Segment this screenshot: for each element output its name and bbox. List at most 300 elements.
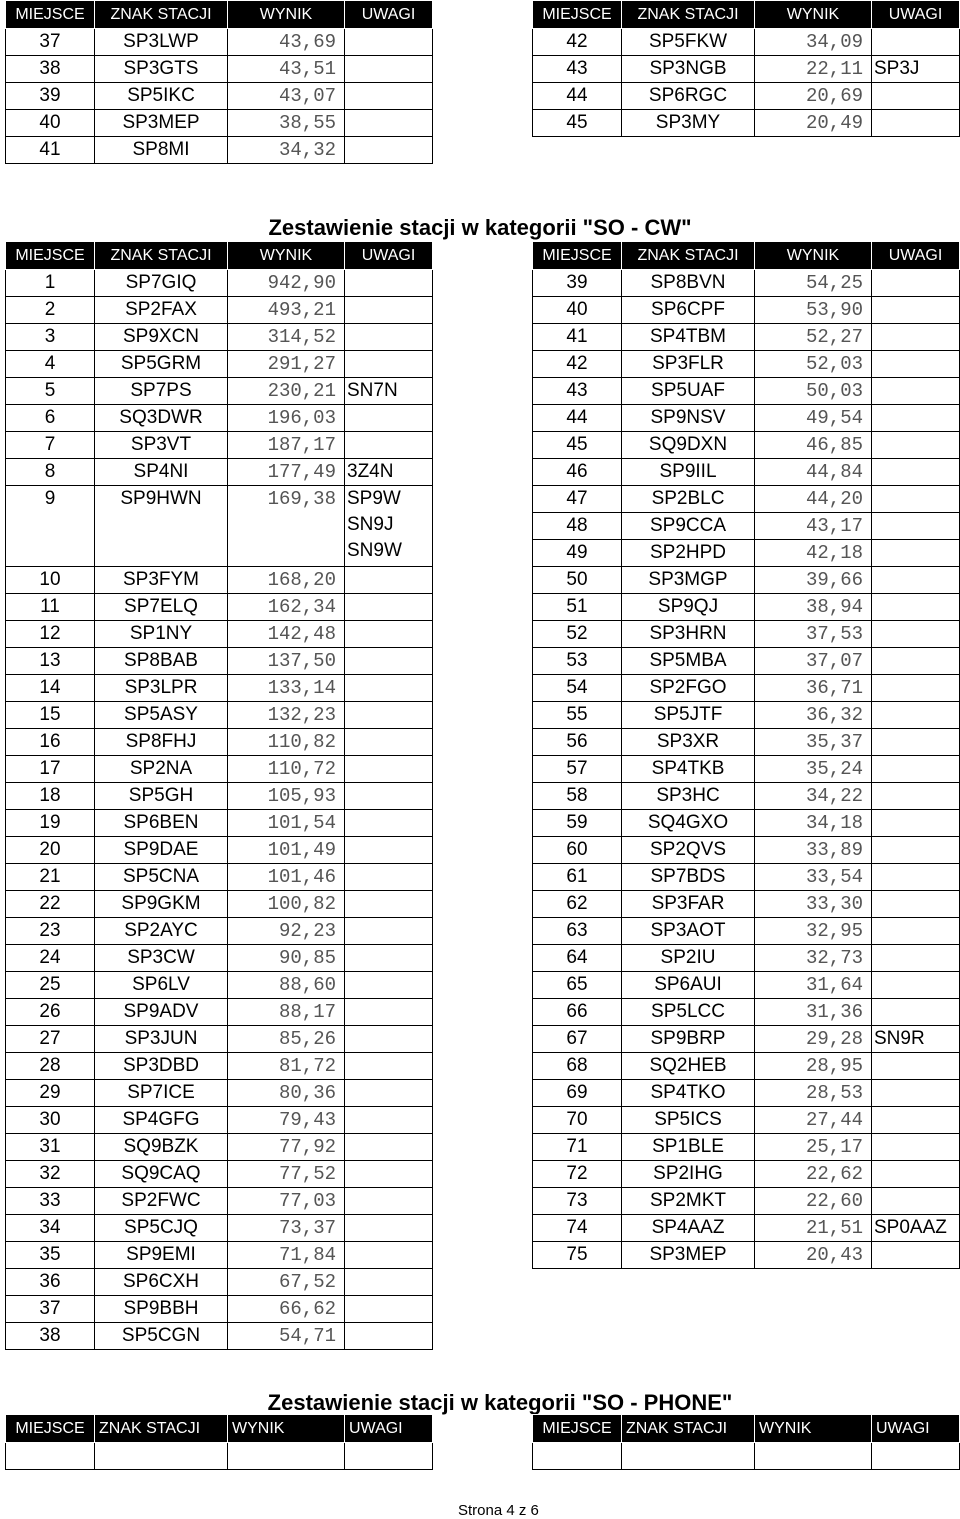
cell-wynik: 169,38 bbox=[228, 486, 345, 567]
table-row-empty bbox=[6, 1443, 433, 1470]
cell-znak-stacji: SP8MI bbox=[95, 137, 228, 164]
cell-miejsce: 63 bbox=[533, 918, 622, 945]
cell-znak-stacji: SQ2HEB bbox=[622, 1053, 755, 1080]
cell-uwagi bbox=[872, 648, 960, 675]
table-header bbox=[533, 1, 960, 29]
cell-znak-stacji: SP4GFG bbox=[95, 1107, 228, 1134]
cell-wynik: 31,64 bbox=[755, 972, 872, 999]
table-row bbox=[6, 378, 433, 405]
header-znak-stacji: ZNAK STACJI bbox=[95, 242, 228, 270]
cell-znak-stacji: SP1BLE bbox=[622, 1134, 755, 1161]
table-row bbox=[6, 1215, 433, 1242]
cell-wynik: 314,52 bbox=[228, 324, 345, 351]
cell-znak-stacji: SP3MEP bbox=[95, 110, 228, 137]
table-row bbox=[6, 324, 433, 351]
cell-znak-stacji: SP2AYC bbox=[95, 918, 228, 945]
cell-znak-stacji: SP9CCA bbox=[622, 513, 755, 540]
cell-wynik: 187,17 bbox=[228, 432, 345, 459]
table-row bbox=[6, 1080, 433, 1107]
cell-miejsce: 75 bbox=[533, 1242, 622, 1269]
table-row bbox=[533, 810, 960, 837]
header-wynik: WYNIK bbox=[228, 1, 345, 29]
cell-miejsce: 35 bbox=[6, 1242, 95, 1269]
cell-miejsce: 21 bbox=[6, 864, 95, 891]
cell-uwagi bbox=[872, 702, 960, 729]
cell-uwagi bbox=[872, 621, 960, 648]
cell-miejsce: 30 bbox=[6, 1107, 95, 1134]
table-row bbox=[533, 324, 960, 351]
cell-miejsce: 23 bbox=[6, 918, 95, 945]
header-wynik: WYNIK bbox=[228, 1415, 345, 1443]
cell-miejsce: 66 bbox=[533, 999, 622, 1026]
cell-wynik: 168,20 bbox=[228, 567, 345, 594]
cell-znak-stacji: SP3FYM bbox=[95, 567, 228, 594]
cell-wynik: 54,25 bbox=[755, 270, 872, 297]
table-row bbox=[533, 405, 960, 432]
cell-uwagi bbox=[345, 1188, 433, 1215]
cell-znak-stacji: SP9GKM bbox=[95, 891, 228, 918]
cell-znak-stacji: SP9ADV bbox=[95, 999, 228, 1026]
table-row bbox=[533, 270, 960, 297]
table-row bbox=[533, 110, 960, 137]
table-row bbox=[533, 1134, 960, 1161]
cell-wynik: 230,21 bbox=[228, 378, 345, 405]
cell-wynik: 20,49 bbox=[755, 110, 872, 137]
cell-wynik: 942,90 bbox=[228, 270, 345, 297]
cell-uwagi bbox=[345, 29, 433, 56]
cell-znak-stacji: SP2MKT bbox=[622, 1188, 755, 1215]
cell-uwagi bbox=[872, 783, 960, 810]
cell-znak-stacji: SP2FWC bbox=[95, 1188, 228, 1215]
cell-wynik: 110,82 bbox=[228, 729, 345, 756]
cell-wynik: 28,95 bbox=[755, 1053, 872, 1080]
cell-miejsce: 47 bbox=[533, 486, 622, 513]
cell-uwagi bbox=[872, 1134, 960, 1161]
cell-wynik: 43,07 bbox=[228, 83, 345, 110]
cell-uwagi bbox=[872, 729, 960, 756]
cell-wynik: 77,52 bbox=[228, 1161, 345, 1188]
cell-miejsce: 71 bbox=[533, 1134, 622, 1161]
table-row bbox=[6, 837, 433, 864]
cell-znak-stacji: SP3NGB bbox=[622, 56, 755, 83]
cell-znak-stacji: SP5CGN bbox=[95, 1323, 228, 1350]
table-row bbox=[533, 1080, 960, 1107]
cell-uwagi bbox=[872, 1053, 960, 1080]
cell-uwagi bbox=[345, 324, 433, 351]
cell-wynik: 34,32 bbox=[228, 137, 345, 164]
cell-znak-stacji: SQ3DWR bbox=[95, 405, 228, 432]
section-title-so-phone: Zestawienie stacji w kategorii "SO - PHONE" bbox=[267, 1390, 733, 1415]
table-row bbox=[533, 1026, 960, 1053]
table-row bbox=[533, 702, 960, 729]
header-znak-stacji: ZNAK STACJI bbox=[622, 1, 755, 29]
cell-uwagi bbox=[345, 756, 433, 783]
table-row bbox=[533, 864, 960, 891]
cell-miejsce: 24 bbox=[6, 945, 95, 972]
cell-miejsce: 14 bbox=[6, 675, 95, 702]
table-row bbox=[6, 29, 433, 56]
cell-uwagi bbox=[872, 432, 960, 459]
table-row bbox=[533, 783, 960, 810]
table-row bbox=[533, 1242, 960, 1269]
table-row bbox=[6, 1053, 433, 1080]
cell-uwagi bbox=[345, 648, 433, 675]
cell-miejsce: 60 bbox=[533, 837, 622, 864]
cell-miejsce: 37 bbox=[6, 29, 95, 56]
cell-znak-stacji: SP2HPD bbox=[622, 540, 755, 567]
cell-uwagi bbox=[872, 972, 960, 999]
cell-miejsce: 50 bbox=[533, 567, 622, 594]
table-row bbox=[6, 972, 433, 999]
cell-uwagi bbox=[872, 1080, 960, 1107]
cell-miejsce: 44 bbox=[533, 405, 622, 432]
cell-wynik: 77,92 bbox=[228, 1134, 345, 1161]
cell-miejsce: 10 bbox=[6, 567, 95, 594]
cell-uwagi: 3Z4N bbox=[345, 459, 433, 486]
cell-znak-stacji: SP2IHG bbox=[622, 1161, 755, 1188]
cell-miejsce: 19 bbox=[6, 810, 95, 837]
table-row bbox=[533, 756, 960, 783]
cell-miejsce: 68 bbox=[533, 1053, 622, 1080]
table-row bbox=[533, 513, 960, 540]
cell-miejsce: 73 bbox=[533, 1188, 622, 1215]
header-znak-stacji: ZNAK STACJI bbox=[622, 242, 755, 270]
cell-uwagi bbox=[872, 999, 960, 1026]
cell-znak-stacji: SP6RGC bbox=[622, 83, 755, 110]
cell-znak-stacji: SQ9CAQ bbox=[95, 1161, 228, 1188]
table-row bbox=[533, 972, 960, 999]
cell-miejsce: 41 bbox=[533, 324, 622, 351]
page-footer: Strona 4 z 6 bbox=[458, 1502, 539, 1519]
table-row bbox=[533, 675, 960, 702]
cell-znak-stacji: SP4TKO bbox=[622, 1080, 755, 1107]
cell-miejsce: 16 bbox=[6, 729, 95, 756]
cell-uwagi: SP3J bbox=[872, 56, 960, 83]
cell-miejsce: 31 bbox=[6, 1134, 95, 1161]
cell-znak-stacji: SP3MGP bbox=[622, 567, 755, 594]
cell-wynik: 44,20 bbox=[755, 486, 872, 513]
cell-uwagi bbox=[345, 918, 433, 945]
cell-wynik: 37,53 bbox=[755, 621, 872, 648]
cell-uwagi bbox=[872, 378, 960, 405]
cell-znak-stacji: SP3LWP bbox=[95, 29, 228, 56]
cell-wynik: 66,62 bbox=[228, 1296, 345, 1323]
cell-znak-stacji: SP7GIQ bbox=[95, 270, 228, 297]
table-row bbox=[6, 702, 433, 729]
cell-wynik: 37,07 bbox=[755, 648, 872, 675]
table-row bbox=[533, 432, 960, 459]
cell-znak-stacji: SP9HWN bbox=[95, 486, 228, 567]
cell-miejsce: 38 bbox=[6, 1323, 95, 1350]
cell-wynik: 43,17 bbox=[755, 513, 872, 540]
cell-znak-stacji: SP7BDS bbox=[622, 864, 755, 891]
cell-wynik: 100,82 bbox=[228, 891, 345, 918]
table-row bbox=[533, 1107, 960, 1134]
table-row-empty bbox=[533, 1443, 960, 1470]
cell-wynik: 43,51 bbox=[228, 56, 345, 83]
cell-miejsce: 46 bbox=[533, 459, 622, 486]
cell-znak-stacji: SP9IIL bbox=[622, 459, 755, 486]
cell-wynik: 28,53 bbox=[755, 1080, 872, 1107]
cell-wynik: 77,03 bbox=[228, 1188, 345, 1215]
cell-miejsce: 38 bbox=[6, 56, 95, 83]
cell-znak-stacji: SP3AOT bbox=[622, 918, 755, 945]
cell-wynik: 196,03 bbox=[228, 405, 345, 432]
cell-uwagi bbox=[345, 675, 433, 702]
cell-znak-stacji: SP7PS bbox=[95, 378, 228, 405]
cell-uwagi bbox=[872, 110, 960, 137]
cell-miejsce: 26 bbox=[6, 999, 95, 1026]
cell-uwagi bbox=[345, 270, 433, 297]
cell-wynik: 36,32 bbox=[755, 702, 872, 729]
cell-wynik: 44,84 bbox=[755, 459, 872, 486]
cell-uwagi bbox=[345, 1242, 433, 1269]
cell-uwagi bbox=[872, 486, 960, 513]
cell-znak-stacji: SP5MBA bbox=[622, 648, 755, 675]
cell-znak-stacji: SP8FHJ bbox=[95, 729, 228, 756]
cell-znak-stacji: SP2BLC bbox=[622, 486, 755, 513]
cell-znak-stacji: SP9DAE bbox=[95, 837, 228, 864]
cell-uwagi bbox=[345, 405, 433, 432]
table-row bbox=[6, 405, 433, 432]
cell-uwagi bbox=[872, 1161, 960, 1188]
table-row bbox=[6, 756, 433, 783]
cell-miejsce: 70 bbox=[533, 1107, 622, 1134]
cell-wynik: 73,37 bbox=[228, 1215, 345, 1242]
cell-miejsce: 6 bbox=[6, 405, 95, 432]
cell-wynik: 35,37 bbox=[755, 729, 872, 756]
section-title-so-cw: Zestawienie stacji w kategorii "SO - CW" bbox=[268, 215, 692, 240]
cell-uwagi bbox=[345, 110, 433, 137]
cell-znak-stacji: SP4TKB bbox=[622, 756, 755, 783]
cell-miejsce: 42 bbox=[533, 29, 622, 56]
cell-uwagi bbox=[872, 864, 960, 891]
cell-miejsce: 57 bbox=[533, 756, 622, 783]
cell-miejsce: 40 bbox=[6, 110, 95, 137]
cell-znak-stacji: SP9QJ bbox=[622, 594, 755, 621]
cell-miejsce: 58 bbox=[533, 783, 622, 810]
cell-uwagi bbox=[872, 675, 960, 702]
cell-miejsce: 4 bbox=[6, 351, 95, 378]
cell-uwagi bbox=[872, 810, 960, 837]
cell-wynik: 32,73 bbox=[755, 945, 872, 972]
cell-znak-stacji: SP3HC bbox=[622, 783, 755, 810]
cell-wynik: 80,36 bbox=[228, 1080, 345, 1107]
cell-wynik: 291,27 bbox=[228, 351, 345, 378]
cell-wynik: 54,71 bbox=[228, 1323, 345, 1350]
table-row bbox=[6, 270, 433, 297]
cell-miejsce: 32 bbox=[6, 1161, 95, 1188]
cell-miejsce: 5 bbox=[6, 378, 95, 405]
cell-miejsce: 22 bbox=[6, 891, 95, 918]
cell-znak-stacji: SP5FKW bbox=[622, 29, 755, 56]
cell-wynik: 142,48 bbox=[228, 621, 345, 648]
header-miejsce: MIEJSCE bbox=[6, 1, 95, 29]
cell-wynik: 38,55 bbox=[228, 110, 345, 137]
cell-wynik: 88,17 bbox=[228, 999, 345, 1026]
cell-wynik: 27,44 bbox=[755, 1107, 872, 1134]
cell-wynik: 162,34 bbox=[228, 594, 345, 621]
cell-znak-stacji: SP3GTS bbox=[95, 56, 228, 83]
cell-uwagi bbox=[345, 1134, 433, 1161]
cell-uwagi bbox=[345, 567, 433, 594]
cell-wynik: 79,43 bbox=[228, 1107, 345, 1134]
cell-uwagi bbox=[872, 324, 960, 351]
cell-znak-stacji: SP9BRP bbox=[622, 1026, 755, 1053]
cell-wynik: 52,27 bbox=[755, 324, 872, 351]
cell-miejsce: 12 bbox=[6, 621, 95, 648]
cell-miejsce: 28 bbox=[6, 1053, 95, 1080]
results-table-cw-left bbox=[5, 241, 433, 1350]
table-header bbox=[6, 1415, 433, 1443]
table-row bbox=[533, 1188, 960, 1215]
cell-uwagi: SN9R bbox=[872, 1026, 960, 1053]
cell-miejsce: 41 bbox=[6, 137, 95, 164]
table-row bbox=[6, 486, 433, 567]
cell-wynik: 137,50 bbox=[228, 648, 345, 675]
table-row bbox=[533, 891, 960, 918]
cell-miejsce: 13 bbox=[6, 648, 95, 675]
cell-miejsce: 43 bbox=[533, 56, 622, 83]
cell-uwagi bbox=[872, 297, 960, 324]
cell-miejsce: 56 bbox=[533, 729, 622, 756]
cell-uwagi bbox=[345, 1026, 433, 1053]
table-row bbox=[533, 378, 960, 405]
cell-uwagi bbox=[872, 756, 960, 783]
cell-wynik: 71,84 bbox=[228, 1242, 345, 1269]
cell-wynik: 493,21 bbox=[228, 297, 345, 324]
cell-uwagi bbox=[872, 540, 960, 567]
cell-wynik: 101,49 bbox=[228, 837, 345, 864]
cell-uwagi bbox=[345, 1053, 433, 1080]
cell-miejsce: 33 bbox=[6, 1188, 95, 1215]
cell-wynik: 33,54 bbox=[755, 864, 872, 891]
cell-znak-stacji: SP3CW bbox=[95, 945, 228, 972]
cell-wynik: 101,46 bbox=[228, 864, 345, 891]
table-row bbox=[6, 1134, 433, 1161]
cell-miejsce: 45 bbox=[533, 110, 622, 137]
table-row bbox=[533, 56, 960, 83]
cell-znak-stacji: SP9NSV bbox=[622, 405, 755, 432]
cell-znak-stacji: SP3HRN bbox=[622, 621, 755, 648]
cell-znak-stacji: SP5CNA bbox=[95, 864, 228, 891]
cell-znak-stacji: SP5UAF bbox=[622, 378, 755, 405]
cell-wynik: 46,85 bbox=[755, 432, 872, 459]
header-uwagi: UWAGI bbox=[345, 1415, 433, 1443]
cell-uwagi bbox=[872, 594, 960, 621]
cell-wynik: 50,03 bbox=[755, 378, 872, 405]
cell-miejsce: 48 bbox=[533, 513, 622, 540]
table-row bbox=[533, 459, 960, 486]
cell-uwagi bbox=[345, 137, 433, 164]
cell-miejsce: 18 bbox=[6, 783, 95, 810]
cell-znak-stacji: SP2FGO bbox=[622, 675, 755, 702]
cell-znak-stacji: SP4AAZ bbox=[622, 1215, 755, 1242]
cell-znak-stacji: SP6LV bbox=[95, 972, 228, 999]
cell-miejsce: 69 bbox=[533, 1080, 622, 1107]
cell-miejsce: 37 bbox=[6, 1296, 95, 1323]
table-header bbox=[533, 242, 960, 270]
cell-miejsce: 8 bbox=[6, 459, 95, 486]
cell-znak-stacji: SP3VT bbox=[95, 432, 228, 459]
cell-uwagi: SP0AAZ bbox=[872, 1215, 960, 1242]
header-uwagi: UWAGI bbox=[345, 1, 433, 29]
cell-miejsce: 15 bbox=[6, 702, 95, 729]
cell-miejsce: 43 bbox=[533, 378, 622, 405]
table-row bbox=[6, 945, 433, 972]
cell-wynik: 33,89 bbox=[755, 837, 872, 864]
cell-uwagi bbox=[872, 1188, 960, 1215]
cell-miejsce: 2 bbox=[6, 297, 95, 324]
cell-miejsce: 42 bbox=[533, 351, 622, 378]
table-row bbox=[6, 783, 433, 810]
cell-miejsce: 39 bbox=[533, 270, 622, 297]
table-row bbox=[533, 648, 960, 675]
table-row bbox=[533, 945, 960, 972]
table-row bbox=[6, 1242, 433, 1269]
cell-znak-stacji: SP2IU bbox=[622, 945, 755, 972]
cell-znak-stacji: SP5GRM bbox=[95, 351, 228, 378]
table-row bbox=[6, 83, 433, 110]
cell-uwagi bbox=[345, 83, 433, 110]
cell-uwagi bbox=[872, 918, 960, 945]
results-table-cw-right bbox=[532, 241, 960, 1269]
cell-wynik: 177,49 bbox=[228, 459, 345, 486]
cell-znak-stacji: SP8BVN bbox=[622, 270, 755, 297]
cell-miejsce: 52 bbox=[533, 621, 622, 648]
cell-miejsce: 54 bbox=[533, 675, 622, 702]
cell-znak-stacji: SP9EMI bbox=[95, 1242, 228, 1269]
header-wynik: WYNIK bbox=[755, 242, 872, 270]
table-row bbox=[533, 594, 960, 621]
cell-wynik: 33,30 bbox=[755, 891, 872, 918]
cell-uwagi bbox=[345, 1161, 433, 1188]
header-uwagi: UWAGI bbox=[872, 1, 960, 29]
results-table-top-right bbox=[532, 0, 960, 137]
cell-miejsce: 49 bbox=[533, 540, 622, 567]
cell-uwagi bbox=[345, 702, 433, 729]
cell-miejsce: 3 bbox=[6, 324, 95, 351]
cell-uwagi bbox=[345, 972, 433, 999]
cell-uwagi bbox=[345, 1215, 433, 1242]
cell-miejsce: 7 bbox=[6, 432, 95, 459]
cell-znak-stacji: SP5ASY bbox=[95, 702, 228, 729]
cell-znak-stacji: SP2NA bbox=[95, 756, 228, 783]
cell-miejsce: 53 bbox=[533, 648, 622, 675]
cell-wynik: 110,72 bbox=[228, 756, 345, 783]
cell-znak-stacji: SP4TBM bbox=[622, 324, 755, 351]
table-row bbox=[533, 918, 960, 945]
cell-miejsce: 59 bbox=[533, 810, 622, 837]
cell-uwagi bbox=[872, 567, 960, 594]
cell-znak-stacji: SP5JTF bbox=[622, 702, 755, 729]
table-row bbox=[6, 567, 433, 594]
header-znak-stacji: ZNAK STACJI bbox=[95, 1, 228, 29]
table-row bbox=[533, 29, 960, 56]
table-row bbox=[533, 729, 960, 756]
cell-uwagi bbox=[872, 351, 960, 378]
cell-miejsce: 17 bbox=[6, 756, 95, 783]
table-row bbox=[533, 837, 960, 864]
cell-miejsce: 61 bbox=[533, 864, 622, 891]
cell-uwagi bbox=[872, 1107, 960, 1134]
cell-wynik: 92,23 bbox=[228, 918, 345, 945]
cell-wynik: 20,43 bbox=[755, 1242, 872, 1269]
table-row bbox=[6, 594, 433, 621]
table-header bbox=[533, 1415, 960, 1443]
cell-uwagi bbox=[872, 459, 960, 486]
cell-miejsce: 62 bbox=[533, 891, 622, 918]
